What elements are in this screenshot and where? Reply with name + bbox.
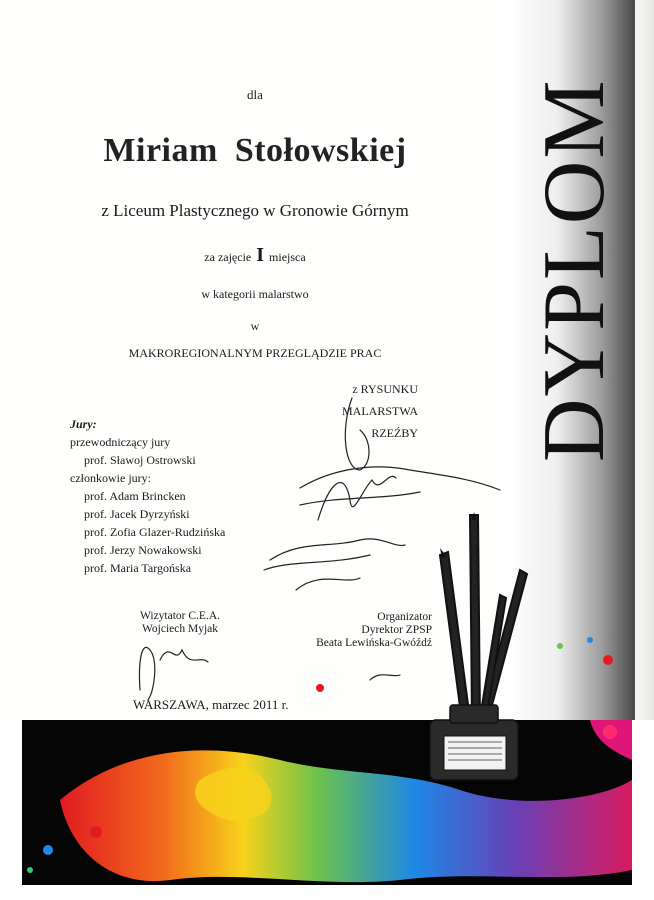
organizer-title: Organizator — [377, 611, 432, 623]
jury-chair: prof. Sławoj Ostrowski — [84, 453, 196, 467]
place-number: I — [256, 244, 265, 266]
jury-heading: Jury: — [70, 417, 97, 431]
for-label: dla — [247, 87, 263, 102]
event-name: MAKROREGIONALNYM PRZEGLĄDZIE PRAC — [128, 346, 382, 360]
jury-member: prof. Adam Brincken — [84, 489, 186, 503]
jury-member: prof. Maria Targońska — [84, 561, 192, 575]
organizer-role: Dyrektor ZPSP — [361, 624, 432, 636]
jury-member: prof. Jacek Dyrzyński — [84, 507, 190, 521]
place-suffix: miejsca — [269, 250, 306, 264]
diploma-title: DYPLOM — [526, 78, 623, 462]
jury-chair-label: przewodniczący jury — [70, 435, 171, 449]
place-prefix: za zajęcie — [204, 250, 252, 264]
jury-member: prof. Jerzy Nowakowski — [84, 543, 202, 557]
visitor-title: Wizytator C.E.A. — [139, 610, 221, 622]
category-drawing: z RYSUNKU — [352, 382, 418, 396]
category-painting: MALARSTWA — [341, 404, 418, 418]
school-name: z Liceum Plastycznego w Gronowie Górnym — [101, 201, 409, 220]
organizer-name: Beata Lewińska-Gwóźdź — [316, 637, 432, 649]
category-line: w kategorii malarstwo — [201, 287, 309, 301]
jury-members-label: członkowie jury: — [70, 471, 151, 485]
category-sculpture: RZEŹBY — [371, 426, 418, 440]
jury-member: prof. Zofia Glazer-Rudzińska — [84, 525, 226, 539]
recipient-name: Miriam Stołowskiej — [103, 132, 407, 169]
in-label: w — [250, 319, 260, 333]
visitor-name: Wojciech Myjak — [141, 623, 219, 635]
place-and-date: WARSZAWA, marzec 2011 r. — [133, 697, 289, 712]
